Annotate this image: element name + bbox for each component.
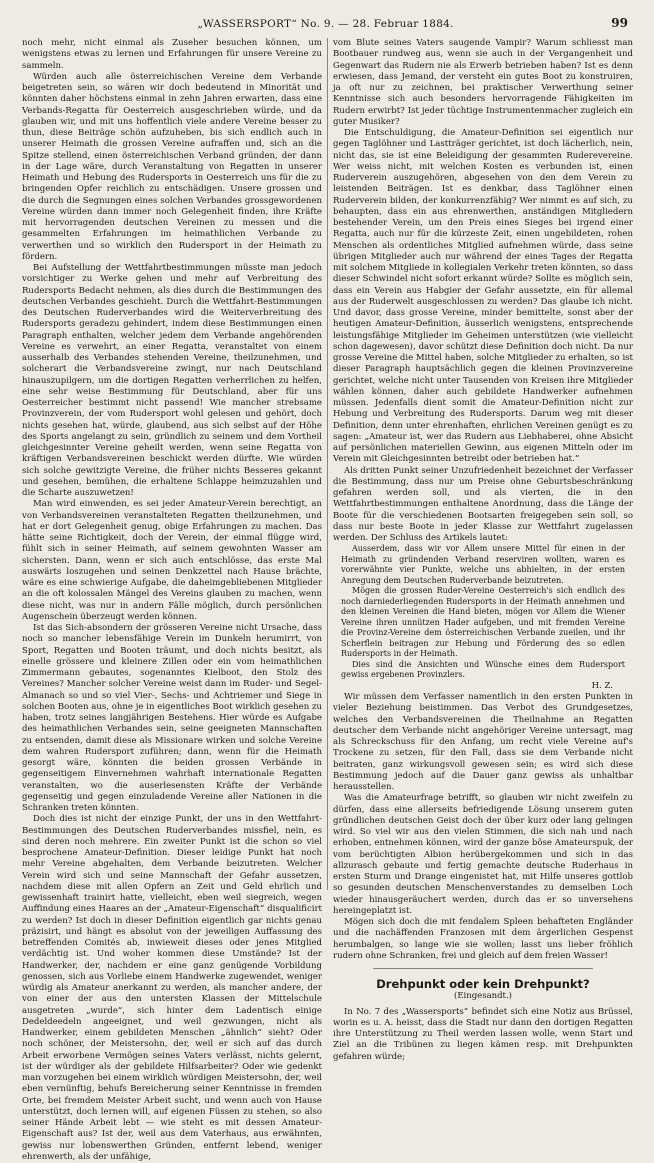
quoted-paragraph: Mögen die grossen Ruder-Vereine Oesterreich's sich endlich des noch darniederliegenden Rudersports in der Heimath annehmen und den kleinen Vereinen die Hand bieten, mögen vor Allem die Wiener Vereine ihren unnützen Hader aufgeben, und mit fremden Vereine die Provinz-Vereine dem österreichischen Verbande zueilen, und ihr Scherflein beitragen zur Hebung und Förderung des so edlen Rudersports in der Heimath. xyxy=(341,586,625,659)
paragraph: Was die Amateurfrage betrifft, so glauben wir nicht zweifeln zu dürfen, dass eine allerseits befriedigende Lösung unserem guten gründlichen deutschen Geist doch der über kurz oder lang gelingen wird. So viel wir aus den vielen Stimmen, die sich nah und nach erhoben, entnehmen können, wird der ganze böse Amateurspuk, der vom berüchtigten Albion herübergekommen und sich in das allzurasch gebaute und fertig gemachte deutsche Ruderhaus in ersten Sturm und Drange eingenistet hat, mit Hilfe unseres gottlob so gesunden deutschen Menschenverstandes zu demselben Loch wieder hinausgeräuchert werden, durch das er so unversehens hereingeplatzt ist. xyxy=(333,793,633,916)
paragraph: Als dritten Punkt seiner Unzufriedenheit bezeichnet der Verfasser die Bestimmung, dass nur um Preise ohne Geburtsbeschränkung gefahren werden soll, und als vierten, die in den Wettfahrtbestimmungen enthaltene Anordnung, dass die Länge der Boote für die verschiedenen Bootsarten freigegeben sein soll, so dass nur beste Boote in jeder Klasse zur Wettfahrt zugelassen werden. Der Schluss des Artikels lautet: xyxy=(333,465,633,543)
paragraph: Ist das Sich-absondern der grösseren Vereine nicht Ursache, dass noch so mancher lebensfähige Verein im Dunkeln herumirrt, von Sport, Regatten und Booten träumt, und doch nichts besitzt, als einelle grössere und kleinere Zillen oder ein vom heimathlichen Zimmermann gebautes, sogenanntes Kielboot, den Stolz des Vereines? Mancher solcher Vereine weist dann im Ruder- und Segel-Almanach so und so viel Vier-, Sechs- und Achtriemer und Siege in solchen Booten aus, ohne je in eigentliches Boot wirklich gesehen zu haben, trotz seines langjährigen Bestehens. Hier würde es Aufgabe des heimathlichen Verbandes sein, seine geeigneten Mannschaften zu entsenden, damit diese als Missionare wirken und solche Vereine dem wahren Rudersport zuführen; dann, wenn für die Heimath gesorgt wäre, könnten die beiden grossen Verbände in gegenseitigem Einvernehmen wahrhaft internationale Regatten veranstalten, wo die auserlesensten Kräfte der Verbände gegenseitig und gegen einzuladende Vereine aller Nationen in die Schranken treten könnten. xyxy=(22,623,322,813)
paragraph: In No. 7 des „Wassersports“ befindet sich eine Notiz aus Brüssel, worin es u. A. heisst, dass die Stadt nur dann den dortigen Regatten ihre Unterstützung zu Theil werden lassen wolle, wenn Start und Ziel an die Tribünen zu liegen kämen resp. mit Drehpunkten gefahren würde; xyxy=(333,1006,633,1062)
paragraph: Wir müssen dem Verfasser namentlich in den ersten Punkten in vieler Beziehung beistimmen. Das Verbot des Grundgesetzes, welches den Verbandsvereinen die Theilnahme an Regatten deutscher dem Verbande nicht angehöriger Vereine untersagt, mag als Schreckschuss für den Anfang, um recht viele Vereine auf's Trockene zu setzen, für den Fall, dass sie dem Verbande nicht beitraten, ganz wirkungsvoll gewesen sein; es wird sich diese Bestimmung jedoch auf die Dauer ganz gewiss als unhaltbar herausstellen. xyxy=(333,692,633,792)
signature: H. Z. xyxy=(591,680,613,691)
section-divider xyxy=(373,968,593,969)
paragraph: Mögen sich doch die mit fendalem Spleen behafteten Engländer und die nachäffenden Franzosen mit dem ärgerlichen Gespenst herumbalgen, so lange wie sie wollen; lasst uns lieber fröhlich rudern ohne Schranken, frei und gleich auf dem freien Wasser! xyxy=(333,917,633,961)
page-number: 99 xyxy=(611,16,628,30)
article-title: Drehpunkt oder kein Drehpunkt? xyxy=(376,977,590,991)
paragraph: Würden auch alle österreichischen Vereine dem Verbande beigetreten sein, so wären wir doch bedeutend in Minorität und könnten daher höchstens einmal in zehn Jahren erwarten, dass eine Verbands-Regatta für Oesterreich ausgeschrieben würde, und da glauben wir, und mit uns hoffentlich viele andere Vereine besser zu thun, diese Beiträge schön aufzuheben, bis sich endlich auch in unserer Heimath die grossen Vereine aufraffen und, sich an die Spitze stellend, einen österreichischen Verband gründen, der dann in der Lage wäre, durch Veranstaltung von Regatten in unserer Heimath und Hebung des Rudersports in Oesterreich uns für die zu bringenden Opfer reichlich zu entschädigen. Unsere grossen und die durch die Segnungen eines solchen Verbandes grossgewordenen Vereine würden dann immer noch Gelegenheit finden, ihre Kräfte mit hervorragenden deutschen Vereinen zu messen und die gesammelten Erfahrungen im heimathlichen Verbande zu verwerthen und so wirklich den Rudersport in der Heimath zu fördern. xyxy=(22,71,322,262)
header-title: „WASSERSPORT“ No. 9. — 28. Februar 1884. xyxy=(197,18,454,30)
paragraph: noch mehr, nicht einmal als Zuseher besuchen können, um wenigstens etwas zu lernen und Erfahrungen für unsere Vereine zu sammeln. xyxy=(22,38,322,71)
article-heading xyxy=(333,979,633,1003)
quoted-paragraph: Ausserdem, dass wir vor Allem unsere Mittel für einen in der Heimath zu gründenden Verband reserviren wollten, waren es vorerwähnte vier Punkte, welche uns abhielten, in der ersten Anregung dem Deutschen Ruderverbande beizutreten. xyxy=(341,544,625,585)
quoted-paragraph: Dies sind die Ansichten und Wünsche eines dem Rudersport gewiss ergebenen Provinzlers. xyxy=(341,659,625,680)
page-header xyxy=(20,16,628,32)
right-column xyxy=(333,38,633,1062)
column-divider xyxy=(327,38,328,890)
left-column xyxy=(22,38,322,1162)
article-subtitle: (Eingesandt.) xyxy=(454,991,512,1002)
paragraph: Doch dies ist nicht der einzige Punkt, der uns in den Wettfahrt-Bestimmungen des Deutschen Ruderverbandes missfiel, nein, es sind deren noch mehrere. Ein zweiter Punkt ist die schon so viel besprochene Amateur-Definition. Dieser leidige Punkt hat noch mehr Vereine abgehalten, dem Verbande beizutreten. Welcher Verein wird sich und seine Mannschaft der Gefahr aussetzen, nachdem diese mit allen Opfern an Zeit und Geld ehrlich und gewissenhaft trainirt hatte, vielleicht, eben weil siegreich, wegen Auffindung eines Haares an der „Amateur-Eigenschaft“ disqualificirt zu werden? Ist doch in dieser Definition eigentlich gar nichts genau präzisirt, und hängt es absolut von der jeweiligen Auffassung des betreffenden Comités ab, inwieweit dieses oder jenes Mitglied verdächtig ist. Und woher kommen diese Umstände? Ist der Handwerker, der, nachdem er eine ganz genügende Vorbildung genossen, sich aus Vorliebe einem Handwerke zugewendet, weniger würdig als Amateur anerkannt zu werden, als mancher andere, der von einer der aus den untersten Klassen der Mittelschule ausgetreten „wurde“, sich hinter dem Ladentisch einige Dedeldeedeln angeeignet, und weil gezwungen, nicht als Handwerker, einem gebildeten Menschen „ähnlich“ sieht? Oder noch schöner, der Meistersohn, der, weil er sich auf das durch Arbeit erworbene Vermögen seines Vaters verlässt, nichts gelernt, ist der würdiger als der gebildete Hilfsarbeiter? Oder wie gedenkt man vorzugehen bei einem wirklich würdigen Meistersohn, der, weil eben vernünftig, behufs Bereicherung seiner Kenntnisse in fremden Orte, bei fremdem Meister Arbeit sucht, und wenn auch von Hause unterstützt, doch lernen will, auf eigenen Füssen zu stehen, so also seiner Hände Arbeit lebt — wie steht es mit dessen Amateur-Eigenschaft aus? Ist der, weil aus dem Vaterhaus, aus erwähnten, gewiss nur lobenswerthen Gründen, entfernt lebend, weniger ehrenwerth, als der unfähige, xyxy=(22,814,322,1162)
paragraph: Man wird einwenden, es sei jeder Amateur-Verein berechtigt, an von Verbandsvereinen veranstalteten Regatten theilzunehmen, und hat er dort Gelegenheit genug, obige Erfahrungen zu machen. Das hätte seine Richtigkeit, doch der Verein, der einmal flügge wird, fühlt sich in seiner Heimath, auf seinem gewohnten Wasser am sichersten. Dann, wenn er sich auch entschlösse, das erste Mal auswärts loszugehen und seinen Denkzettel nach Hause brächte, wäre es eine schwierige Aufgabe, die daheimgebliebenen Mitglieder an die oft kolossalen Mängel des Vereins glauben zu machen, wenn diese nicht, was nur in andern Fälle möglich, durch persönlichen Augenschein überzeugt werden können. xyxy=(22,499,322,622)
paragraph: vom Blute seines Vaters saugende Vampir? Warum schliesst man Bootbauer rundweg aus, wenn sie auch in der Vergangenheit und Gegenwart das Rudern nie als Erwerb betrieben haben? Ist es denn erwiesen, dass Jemand, der versteht ein gutes Boot zu konstruiren, ja oft nur zu zeichnen, bei praktischer Verwerthung seiner Kenntnisse sich auch besonders hervorragende Fähigkeiten im Rudern erwirbt? Ist jeder tüchtige Instrumentenmacher zugleich ein guter Musiker? xyxy=(333,38,633,127)
paragraph: Bei Aufstellung der Wettfahrtbestimmungen müsste man jedoch vorsichtiger zu Werke gehen und mehr auf Verbreitung des Rudersports Bedacht nehmen, als dies durch die Bestimmungen des deutschen Verbandes geschieht. Durch die Wettfahrt-Bestimmungen des Deutschen Ruderverbandes wird die Weiterverbreitung des Rudersports geradezu gehindert, indem diese Bestimmungen einen Paragraph enthalten, welcher jedem dem Verbande angehörenden Vereine es verwehrt, an einer Regatta, veranstaltet von einem ausserhalb des Verbandes stehenden Vereine, theilzunehmen, und solcherart die Verbandsvereine zwingt, nur nach Deutschland hinauszupilgern, um die dortigen Regatten verherrlichen zu helfen, eine sehr weise Bestimmung für Deutschland, aber für uns Oesterreicher bestimmt nicht passend! Wie mancher strebsame Provinzverein, der vom Rudersport wohl gelesen und gehört, doch nichts gesehen hat, würde, glaubend, aus sich selbst auf der Höhe des Sports angelangt zu sein, gründlich zu seinem und dem Vortheil gleichgesinnter Vereine geheilt werden, wenn seine Regatta von kräftigen Verbandsvereinen beschickt werden dürfte. Wie würden sich solche gewitzigte Vereine, die früher nichts Besseres gekannt und gesehen, bemühen, die erhaltene Schlappe heimzuzahlen und die Scharte auszuwetzen! xyxy=(22,263,322,498)
paragraph: Die Entschuldigung, die Amateur-Definition sei eigentlich nur gegen Taglöhner und Lastträger gerichtet, ist doch lächerlich, nein, nicht das, sie ist eine Beleidigung der gesammten Ruderevereine. Wer weiss nicht, mit welchen Kosten es verbunden ist, einen Ruderverein auszugehören, abgesehen von den dem Verein zu leistenden Beiträgen. Ist es denkbar, dass Taglöhner einen Ruderverein bilden, der konkurrenzfähig? Wer nimmt es auf sich, zu behaupten, dass ein aus ehrenwerthen, anständigen Mitgliedern bestehender Verein, um den Preis eines Sieges bei irgend einer Regatta, auch nur für die kürzeste Zeit, einen ungebildeten, rohen Menschen als ordentliches Mitglied aufnehmen würde, dass seine übrigen Mitglieder auch nur während der eines Tages der Regatta mit solchem Mitgliede in kollegialen Verkehr treten könnten, so dass dieser Schwindel nicht sofort erkannt würde? Sollte es möglich sein, dass ein Verein aus Habgier der Gefahr aussetzte, ein für allemal aus der Ruderwelt ausgeschlossen zu werden? Das glaube ich nicht. Und davor, dass grosse Vereine, minder bemittelte, sonst aber der heutigen Amateur-Definition, äusserlich wenigstens, entsprechende leistungsfähige Mitglieder im Geheimen unterstützen (wie vielleicht schon dagewesen), davor schützt diese Definition doch nicht. Da nur grosse Vereine die Mittel haben, solche Mitglieder zu erhalten, so ist dieser Paragraph hauptsächlich gegen die kleinen Provinzvereine gerichtet, welche nicht unter Tausenden von Kreisen ihre Mitglieder wählen können, daher auch gebildete Handwerker aufnehmen müssen. Jedenfalls dient somit die Amateur-Definition nicht zur Hebung und Verbreitung des Rudersports. Darum weg mit dieser Definition, denn unter ehrenhaften, ehrlichen Vereinen genügt es zu sagen: „Amateur ist, wer das Rudern aus Liebhaberei, ohne Absicht auf persönlichen materiellen Gewinn, aus eigenen Mitteln oder im Verein mit Gleichgesinnten betreibt oder betrieben hat.“ xyxy=(333,128,633,465)
